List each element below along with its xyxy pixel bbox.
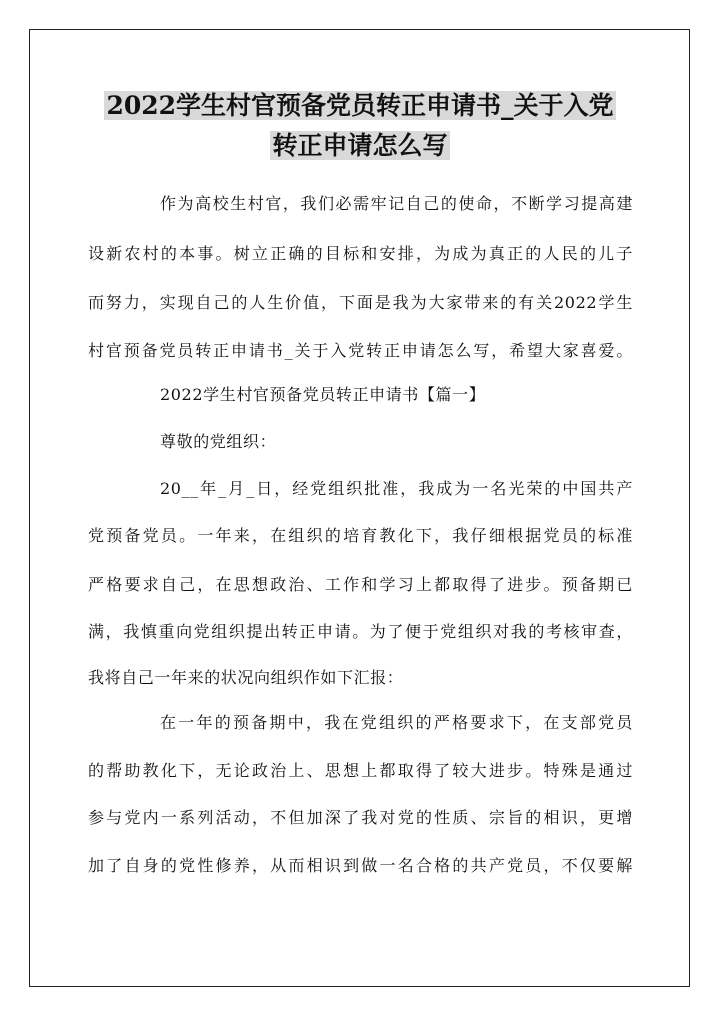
intro-line-2: 设新农村的本事。树立正确的目标和安排，为成为真正的人民的儿子 [88, 244, 633, 263]
page-frame [29, 29, 690, 987]
salutation: 尊敬的党组织： [160, 432, 277, 451]
document-title-line-1 [60, 86, 660, 126]
paragraph-2-line-2: 的帮助教化下，无论政治上、思想上都取得了较大进步。特殊是通过 [88, 761, 633, 780]
title-highlight-1: 2022学生村官预备党员转正申请书_关于入党 [106, 91, 614, 120]
intro-line-3: 而努力，实现自己的人生价值，下面是我为大家带来的有关2022学生 [88, 293, 633, 312]
paragraph-1-line-3: 严格要求自己，在思想政治、工作和学习上都取得了进步。预备期已 [88, 575, 633, 594]
paragraph-1-line-4: 满，我慎重向党组织提出转正申请。为了便于党组织对我的考核审查， [88, 622, 633, 641]
paragraph-1-line-5: 我将自己一年来的状况向组织作如下汇报： [88, 668, 404, 687]
document-title-line-2 [60, 126, 660, 166]
intro-line-4: 村官预备党员转正申请书_关于入党转正申请怎么写，希望大家喜爱。 [88, 341, 633, 360]
section-heading: 2022学生村官预备党员转正申请书【篇一】 [160, 385, 486, 404]
paragraph-1-line-1: 20__年_月_日，经党组织批准，我成为一名光荣的中国共产 [160, 479, 633, 498]
intro-line-1: 作为高校生村官，我们必需牢记自己的使命，不断学习提高建 [160, 194, 633, 213]
paragraph-1-line-2: 党预备党员。一年来，在组织的培育教化下，我仔细根据党员的标准 [88, 526, 633, 545]
title-highlight-2: 转正申请怎么写 [272, 131, 448, 160]
paragraph-2-line-4: 加了自身的党性修养，从而相识到做一名合格的共产党员，不仅要解 [88, 856, 633, 875]
paragraph-2-line-3: 参与党内一系列活动，不但加深了我对党的性质、宗旨的相识，更增 [88, 808, 633, 827]
paragraph-2-line-1: 在一年的预备期中，我在党组织的严格要求下，在支部党员 [160, 713, 633, 732]
